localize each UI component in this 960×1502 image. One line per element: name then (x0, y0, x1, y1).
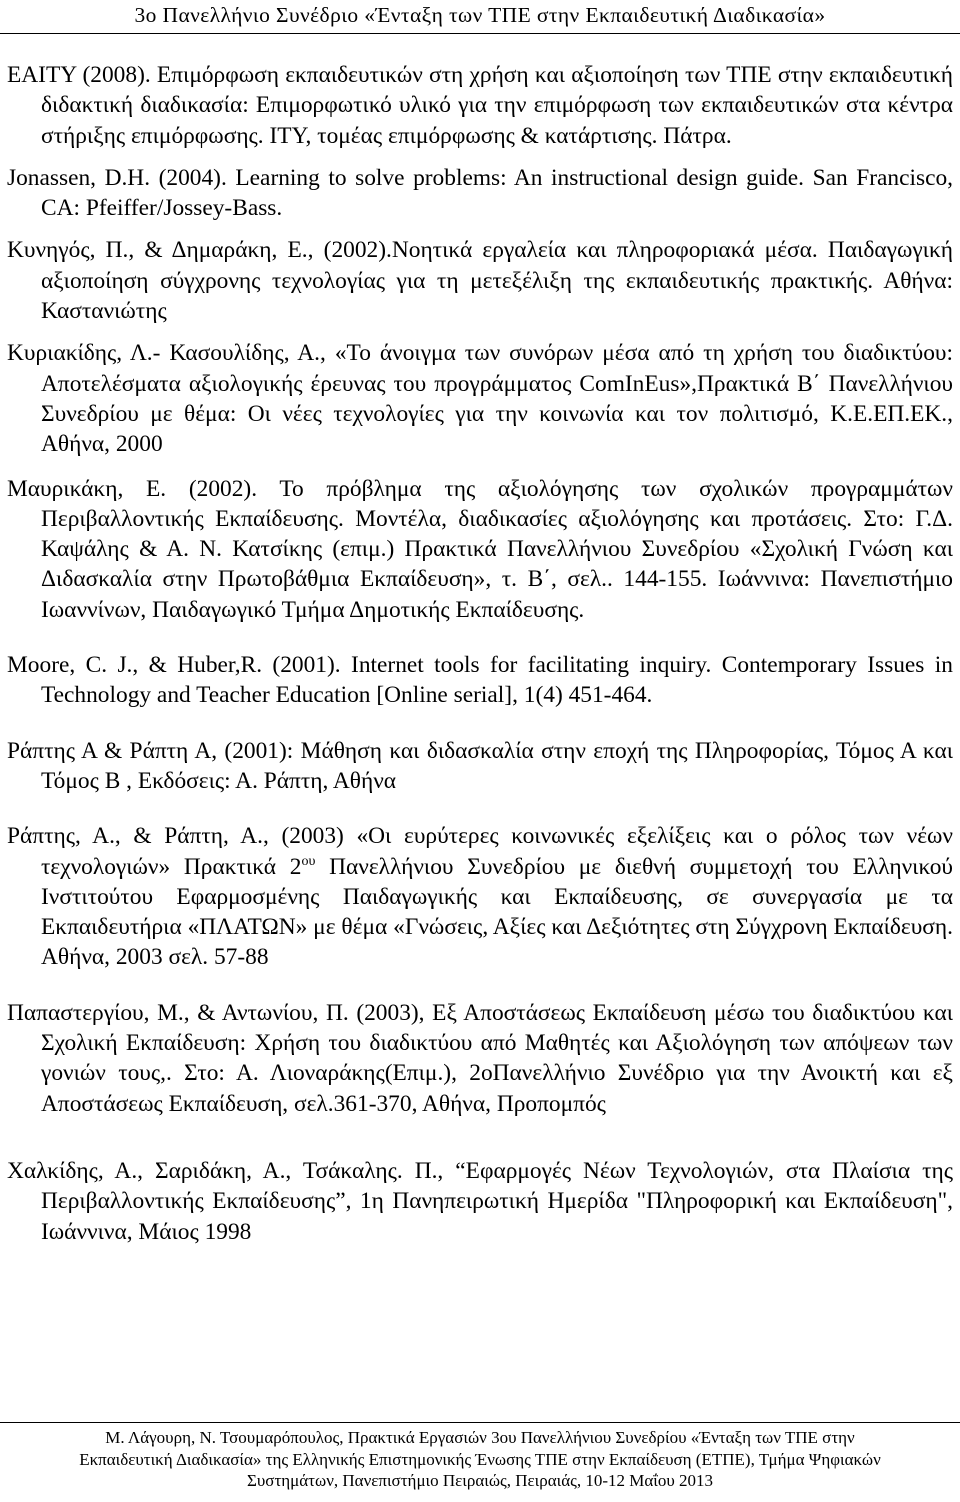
reference-raptis-2003-ordinal: ου (301, 853, 316, 869)
reference-jonassen: Jonassen, D.H. (2004). Learning to solve problems: An instructional design guide. San Francisco, CA: Pfeiffer/Jossey-Bass. (7, 164, 953, 222)
reference-kyriakidis: Κυριακίδης, Λ.- Κασουλίδης, Α., «Το άνοιγμα των συνόρων μέσα από τη χρήση του διαδικτύου: Αποτελέσματα αξιολογικής έρευνας του προγράμματος ComInEus»,Πρακτικά Β΄ Πανελλήνιου Συνεδρίου με θέμα: Οι νέες τεχνολογίες για την κοινωνία και τον πολιτισμό, Κ.Ε.ΕΠ.ΕΚ., Αθήνα, 2000 (7, 340, 953, 458)
reference-raptis-2003-part1: Ράπτης, Α., & Ράπτη, Α., (2003) «Οι ευρύτερες κοινωνικές εξελίξεις και ο ρόλος των νέων τεχνολογιών» Πρακτικά 2 (7, 823, 953, 880)
reference-mavrikaki: Μαυρικάκη, Ε. (2002). Το πρόβλημα της αξιολόγησης των σχολικών προγραμμάτων Περιβαλλοντικής Εκπαίδευσης. Μοντέλα, διαδικασίες αξιολόγησης και προτάσεις. Στο: Γ.Δ. Καψάλης & Α. Ν. Κατσίκης (επιμ.) Πρακτικά Πανελλήνιου Συνεδρίου «Σχολική Γνώση και Διδασκαλία στην Πρωτοβάθμια Εκπαίδευση», τ. Β΄, σελ.. 144-155. Ιωάννινα: Πανεπιστήμιο Ιωαννίνων, Παιδαγωγικό Τμήμα Δημοτικής Εκπαίδευσης. (7, 475, 953, 623)
footer-line-3: Συστημάτων, Πανεπιστήμιο Πειραιώς, Πειραιάς, 10-12 Μαΐου 2013 (246, 1471, 714, 1490)
reference-raptis-2003 (7, 821, 953, 972)
reference-list (7, 60, 953, 1247)
reference-raptis-2001: Ράπτης Α & Ράπτη Α, (2001): Μάθηση και διδασκαλία στην εποχή της Πληροφορίας, Τόμος Α και Τόμος Β , Εκδόσεις: Α. Ράπτη, Αθήνα (7, 737, 953, 794)
reference-raptis-2003-part2: Πανελλήνιου Συνεδρίου με διεθνή συμμετοχή του Ελληνικού Ινστιτούτου Εφαρμοσμένης Παιδαγωγικής και Εκπαίδευσης, σε συνεργασία με τα Εκπαιδευτήρια «ΠΛΑΤΩΝ» με θέμα «Γνώσεις, Αξίες και Δεξιότητες στη Σύγχρονη Εκπαίδευση. Αθήνα, 2003 σελ. 57-88 (41, 853, 953, 971)
page-footer (0, 1422, 960, 1492)
reference-papastergiou: Παπαστεργίου, Μ., & Αντωνίου, Π. (2003), Εξ Αποστάσεως Εκπαίδευση μέσω του διαδικτύου και Σχολική Εκπαίδευση: Χρήση του διαδικτύου από Μαθητές και Αξιολόγηση των απόψεων των γονιών τους,. Στο: Α. Λιοναράκης(Επιμ.), 2oΠανελλήνιο Συνέδριο για την Ανοικτή και εξ Αποστάσεως Εκπαίδευση, σελ.361-370, Αθήνα, Προπομπός (7, 999, 953, 1117)
reference-chalkidis: Χαλκίδης, Α., Σαριδάκη, Α., Τσάκαλης. Π., “Εφαρμογές Νέων Τεχνολογιών, στα Πλαίσια της Περιβαλλοντικής Εκπαίδευσης”, 1η Πανηπειρωτική Ημερίδα "Πληροφορική και Εκπαίδευση", Ιωάννινα, Μάιος 1998 (7, 1157, 953, 1245)
footer-line-1: Μ. Λάγουρη, Ν. Τσουμαρόπουλος, Πρακτικά Εργασιών 3ου Πανελλήνιου Συνεδρίου «Ένταξη των ΤΠΕ στην (105, 1428, 855, 1447)
reference-kynigos: Κυνηγός, Π., & Δημαράκη, Ε., (2002).Νοητικά εργαλεία και πληροφοριακά μέσα. Παιδαγωγική αξιοποίηση σύγχρονης τεχνολογίας για τη μετεξέλιξη της εκπαιδευτικής πρακτικής. Αθήνα: Καστανιώτης (7, 237, 953, 325)
reference-moore: Moore, C. J., & Huber,R. (2001). Internet tools for facilitating inquiry. Contemporary Issues in Technology and Teacher Education [Online serial], 1(4) 451-464. (7, 652, 953, 709)
footer-line-2: Εκπαιδευτική Διαδικασία» της Ελληνικής Επιστημονικής Ένωσης ΤΠΕ στην Εκπαίδευση (ΕΤΠΕ), Τμήμα Ψηφιακών (79, 1449, 881, 1469)
header-title: 3ο Πανελλήνιο Συνέδριο «Ένταξη των ΤΠΕ στην Εκπαιδευτική Διαδικασία» (134, 3, 826, 27)
page-header (0, 0, 960, 34)
reference-eaity: ΕΑΙΤΥ (2008). Επιμόρφωση εκπαιδευτικών στη χρήση και αξιοποίηση των ΤΠΕ στην εκπαιδευτική διδακτική διαδικασία: Επιμορφωτικό υλικό για την επιμόρφωση των εκπαιδευτικών στα κέντρα στήριξης επιμόρφωσης. ΙΤΥ, τομέας επιμόρφωσης & κατάρτισης. Πάτρα. (7, 62, 953, 149)
